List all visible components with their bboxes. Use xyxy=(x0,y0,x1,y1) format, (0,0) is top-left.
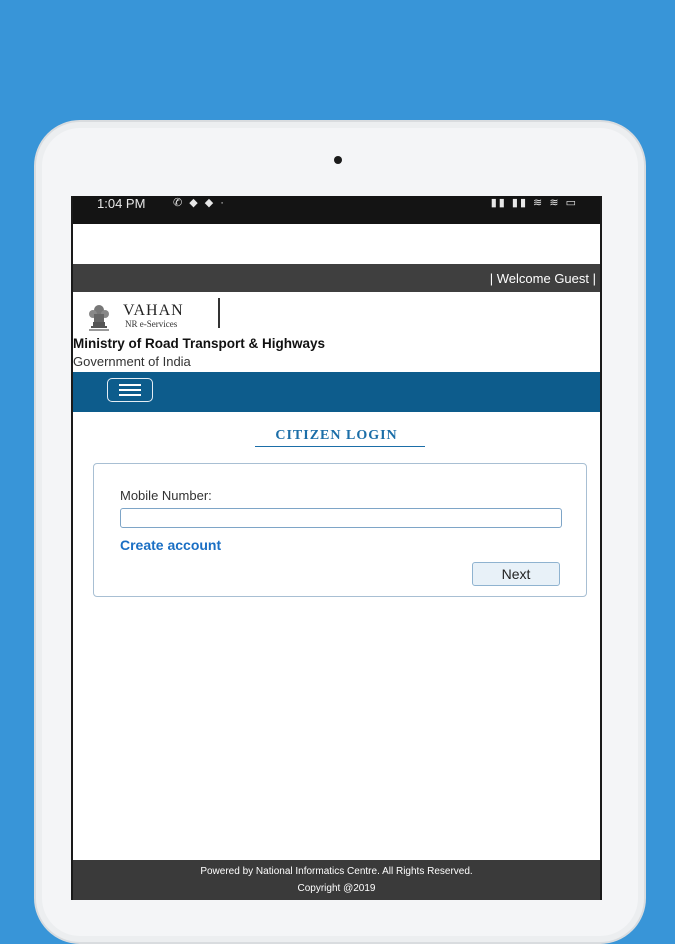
welcome-guest-text: | Welcome Guest | xyxy=(489,271,596,286)
vahan-logo-title: VAHAN xyxy=(123,302,184,319)
brand-header xyxy=(73,294,600,372)
android-status-bar xyxy=(73,196,600,224)
national-emblem-icon xyxy=(83,300,115,332)
title-underline xyxy=(255,446,425,447)
vahan-logo-subtitle: NR e-Services xyxy=(125,319,178,329)
mobile-number-label: Mobile Number: xyxy=(120,488,212,503)
blank-header-area xyxy=(73,224,600,264)
status-time: 1:04 PM xyxy=(97,196,146,211)
top-welcome-bar xyxy=(73,264,600,292)
powered-by-text: Powered by National Informatics Centre. All Rights Reserved. xyxy=(200,866,473,877)
signal-battery-icons: ▮▮ ▮▮ ≋ ≋ ▭ xyxy=(490,197,578,209)
main-navbar xyxy=(73,372,600,412)
device-screen xyxy=(71,196,602,900)
citizen-login-title: CITIZEN LOGIN xyxy=(275,428,398,443)
next-button[interactable]: Next xyxy=(472,562,560,586)
copyright-text: Copyright @2019 xyxy=(297,883,376,894)
notification-icons: ✆ ◆ ◆ · xyxy=(173,197,226,209)
mobile-number-input[interactable] xyxy=(120,508,562,528)
government-name: Government of India xyxy=(73,354,191,369)
page-footer xyxy=(73,860,600,900)
hamburger-menu-icon[interactable] xyxy=(107,378,153,402)
logo-divider xyxy=(218,298,220,328)
ministry-name: Ministry of Road Transport & Highways xyxy=(73,336,326,351)
create-account-link[interactable]: Create account xyxy=(120,537,222,553)
tablet-camera xyxy=(334,156,342,164)
login-card xyxy=(93,463,587,597)
